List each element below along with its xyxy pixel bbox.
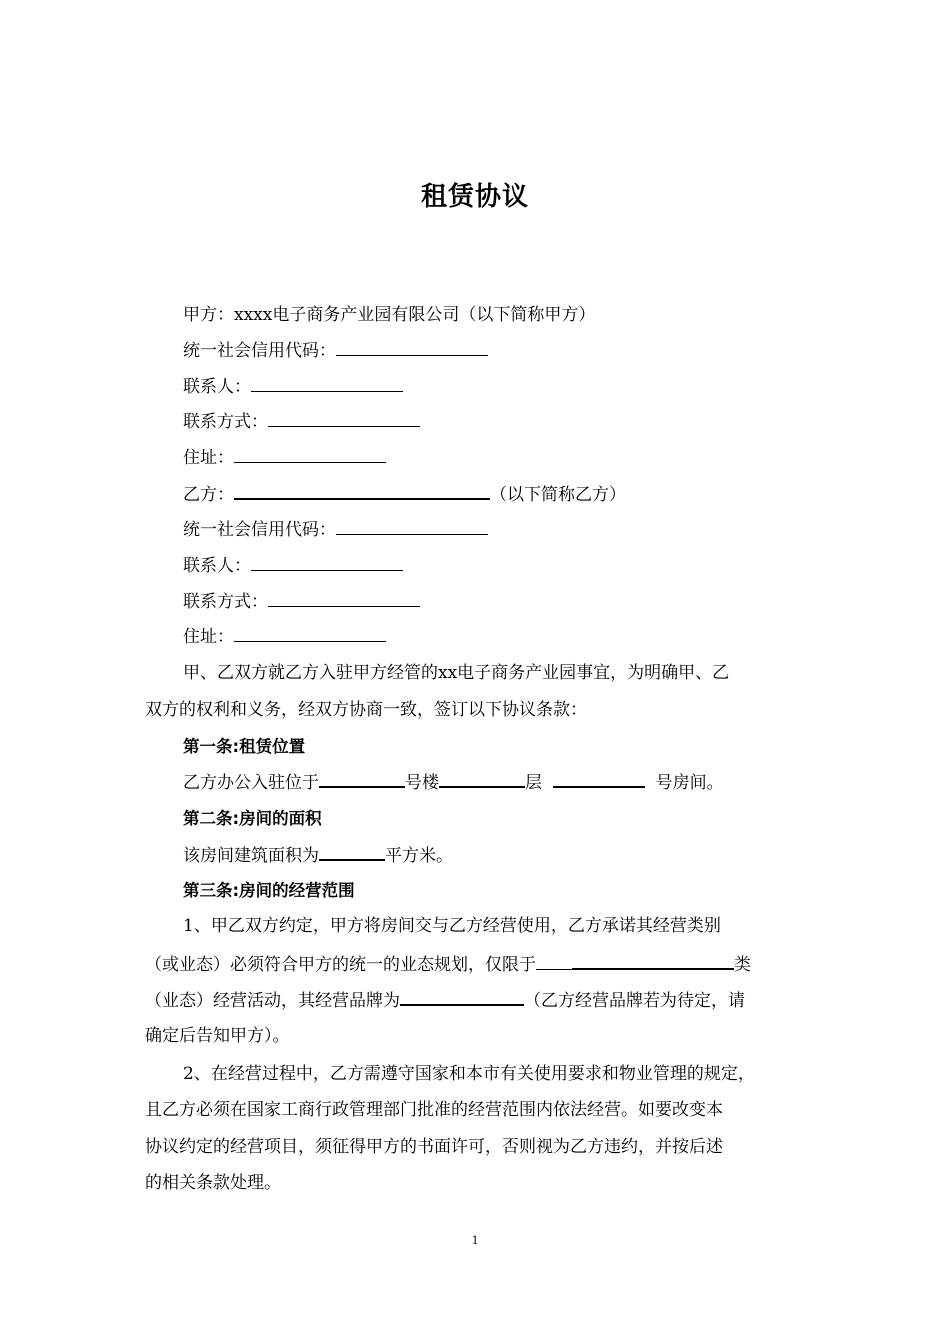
article-1-text-b: 号楼 — [405, 773, 439, 793]
party-b-line — [183, 482, 626, 507]
party-b-phone-blank — [268, 590, 420, 607]
article-2-text-b: 平方米。 — [385, 846, 453, 866]
party-b-contact-line — [183, 554, 403, 578]
party-a-contact-label: 联系人： — [183, 377, 251, 397]
article-1-body — [183, 770, 724, 795]
article-3-p1-line-1: 1、甲乙双方约定，甲方将房间交与乙方经营使用，乙方承诺其经营类别 — [183, 916, 721, 936]
article-3-p1-line-3-text: （业态）经营活动，其经营品牌为 — [145, 991, 400, 1011]
article-2-text-a: 该房间建筑面积为 — [183, 846, 319, 866]
article-1-text-a: 乙方办公入驻位于 — [183, 773, 319, 793]
article-3-p2-line-3: 协议约定的经营项目，须征得甲方的书面许可，否则视为乙方违约，并按后述 — [145, 1137, 723, 1157]
party-b-phone-line — [183, 590, 420, 614]
party-b-address-label: 住址： — [183, 627, 234, 647]
article-3-p2-line-4: 的相关条款处理。 — [145, 1173, 281, 1193]
article-3-p1-line-2 — [145, 952, 751, 977]
party-b-credit-code-label: 统一社会信用代码： — [183, 520, 336, 540]
area-blank — [319, 843, 385, 861]
party-a-contact-blank — [251, 375, 403, 392]
article-1-heading: 第一条:租赁位置 — [183, 737, 306, 756]
article-3-p2-line-2: 且乙方必须在国家工商行政管理部门批准的经营范围内依法经营。如要改变本 — [145, 1100, 723, 1120]
page-number: 1 — [471, 1232, 479, 1247]
business-category-blank-a — [536, 953, 572, 970]
party-a-address-blank — [234, 446, 386, 463]
party-a-name: xxxx电子商务产业园有限公司（以下简称甲方） — [234, 305, 596, 325]
building-number-blank — [319, 770, 405, 788]
party-a-label: 甲方： — [183, 305, 234, 325]
article-3-p2-line-1: 2、在经营过程中，乙方需遵守国家和本市有关使用要求和物业管理的规定， — [183, 1064, 755, 1084]
party-b-label: 乙方： — [183, 485, 234, 505]
document-title: 租赁协议 — [420, 182, 529, 212]
article-1-text-d: 号房间。 — [655, 773, 724, 793]
brand-blank — [400, 988, 524, 1006]
article-2-heading: 第二条:房间的面积 — [183, 809, 322, 828]
article-3-p1-line-2-text: （或业态）必须符合甲方的统一的业态规划，仅限于 — [145, 955, 536, 975]
article-3-p1-line-3 — [145, 988, 745, 1013]
party-a-phone-line — [183, 410, 420, 434]
party-b-credit-code-line — [183, 518, 488, 542]
party-b-contact-label: 联系人： — [183, 556, 251, 576]
party-a-phone-label: 联系方式： — [183, 412, 268, 432]
party-a-line — [183, 303, 595, 327]
party-a-address-label: 住址： — [183, 448, 234, 468]
intro-line-1: 甲、乙双方就乙方入驻甲方经管的xx电子商务产业园事宜，为明确甲、乙 — [183, 663, 730, 683]
article-1-text-c: 层 — [525, 773, 542, 793]
party-a-credit-code-blank — [336, 339, 488, 356]
room-number-blank — [553, 770, 645, 788]
party-b-suffix: （以下简称乙方） — [490, 485, 626, 505]
article-3-heading: 第三条:房间的经营范围 — [183, 881, 355, 900]
party-a-contact-line — [183, 375, 403, 399]
intro-line-2: 双方的权利和义务，经双方协商一致，签订以下协议条款： — [145, 700, 587, 720]
article-3-p1-line-2-suffix: 类 — [734, 955, 751, 975]
party-b-address-blank — [234, 625, 386, 642]
party-b-contact-blank — [251, 554, 403, 571]
party-a-credit-code-line — [183, 339, 488, 363]
article-3-p1-line-3-suffix: （乙方经营品牌若为待定，请 — [524, 991, 745, 1011]
business-category-blank-b — [572, 952, 734, 970]
article-2-body — [183, 843, 453, 868]
party-a-address-line — [183, 446, 386, 470]
party-b-phone-label: 联系方式： — [183, 592, 268, 612]
party-b-name-blank — [234, 482, 490, 500]
article-3-p1-line-4: 确定后告知甲方）。 — [145, 1026, 290, 1046]
party-b-address-line — [183, 625, 386, 649]
floor-number-blank — [439, 770, 525, 788]
party-a-phone-blank — [268, 410, 420, 427]
party-a-credit-code-label: 统一社会信用代码： — [183, 341, 336, 361]
party-b-credit-code-blank — [336, 518, 488, 535]
